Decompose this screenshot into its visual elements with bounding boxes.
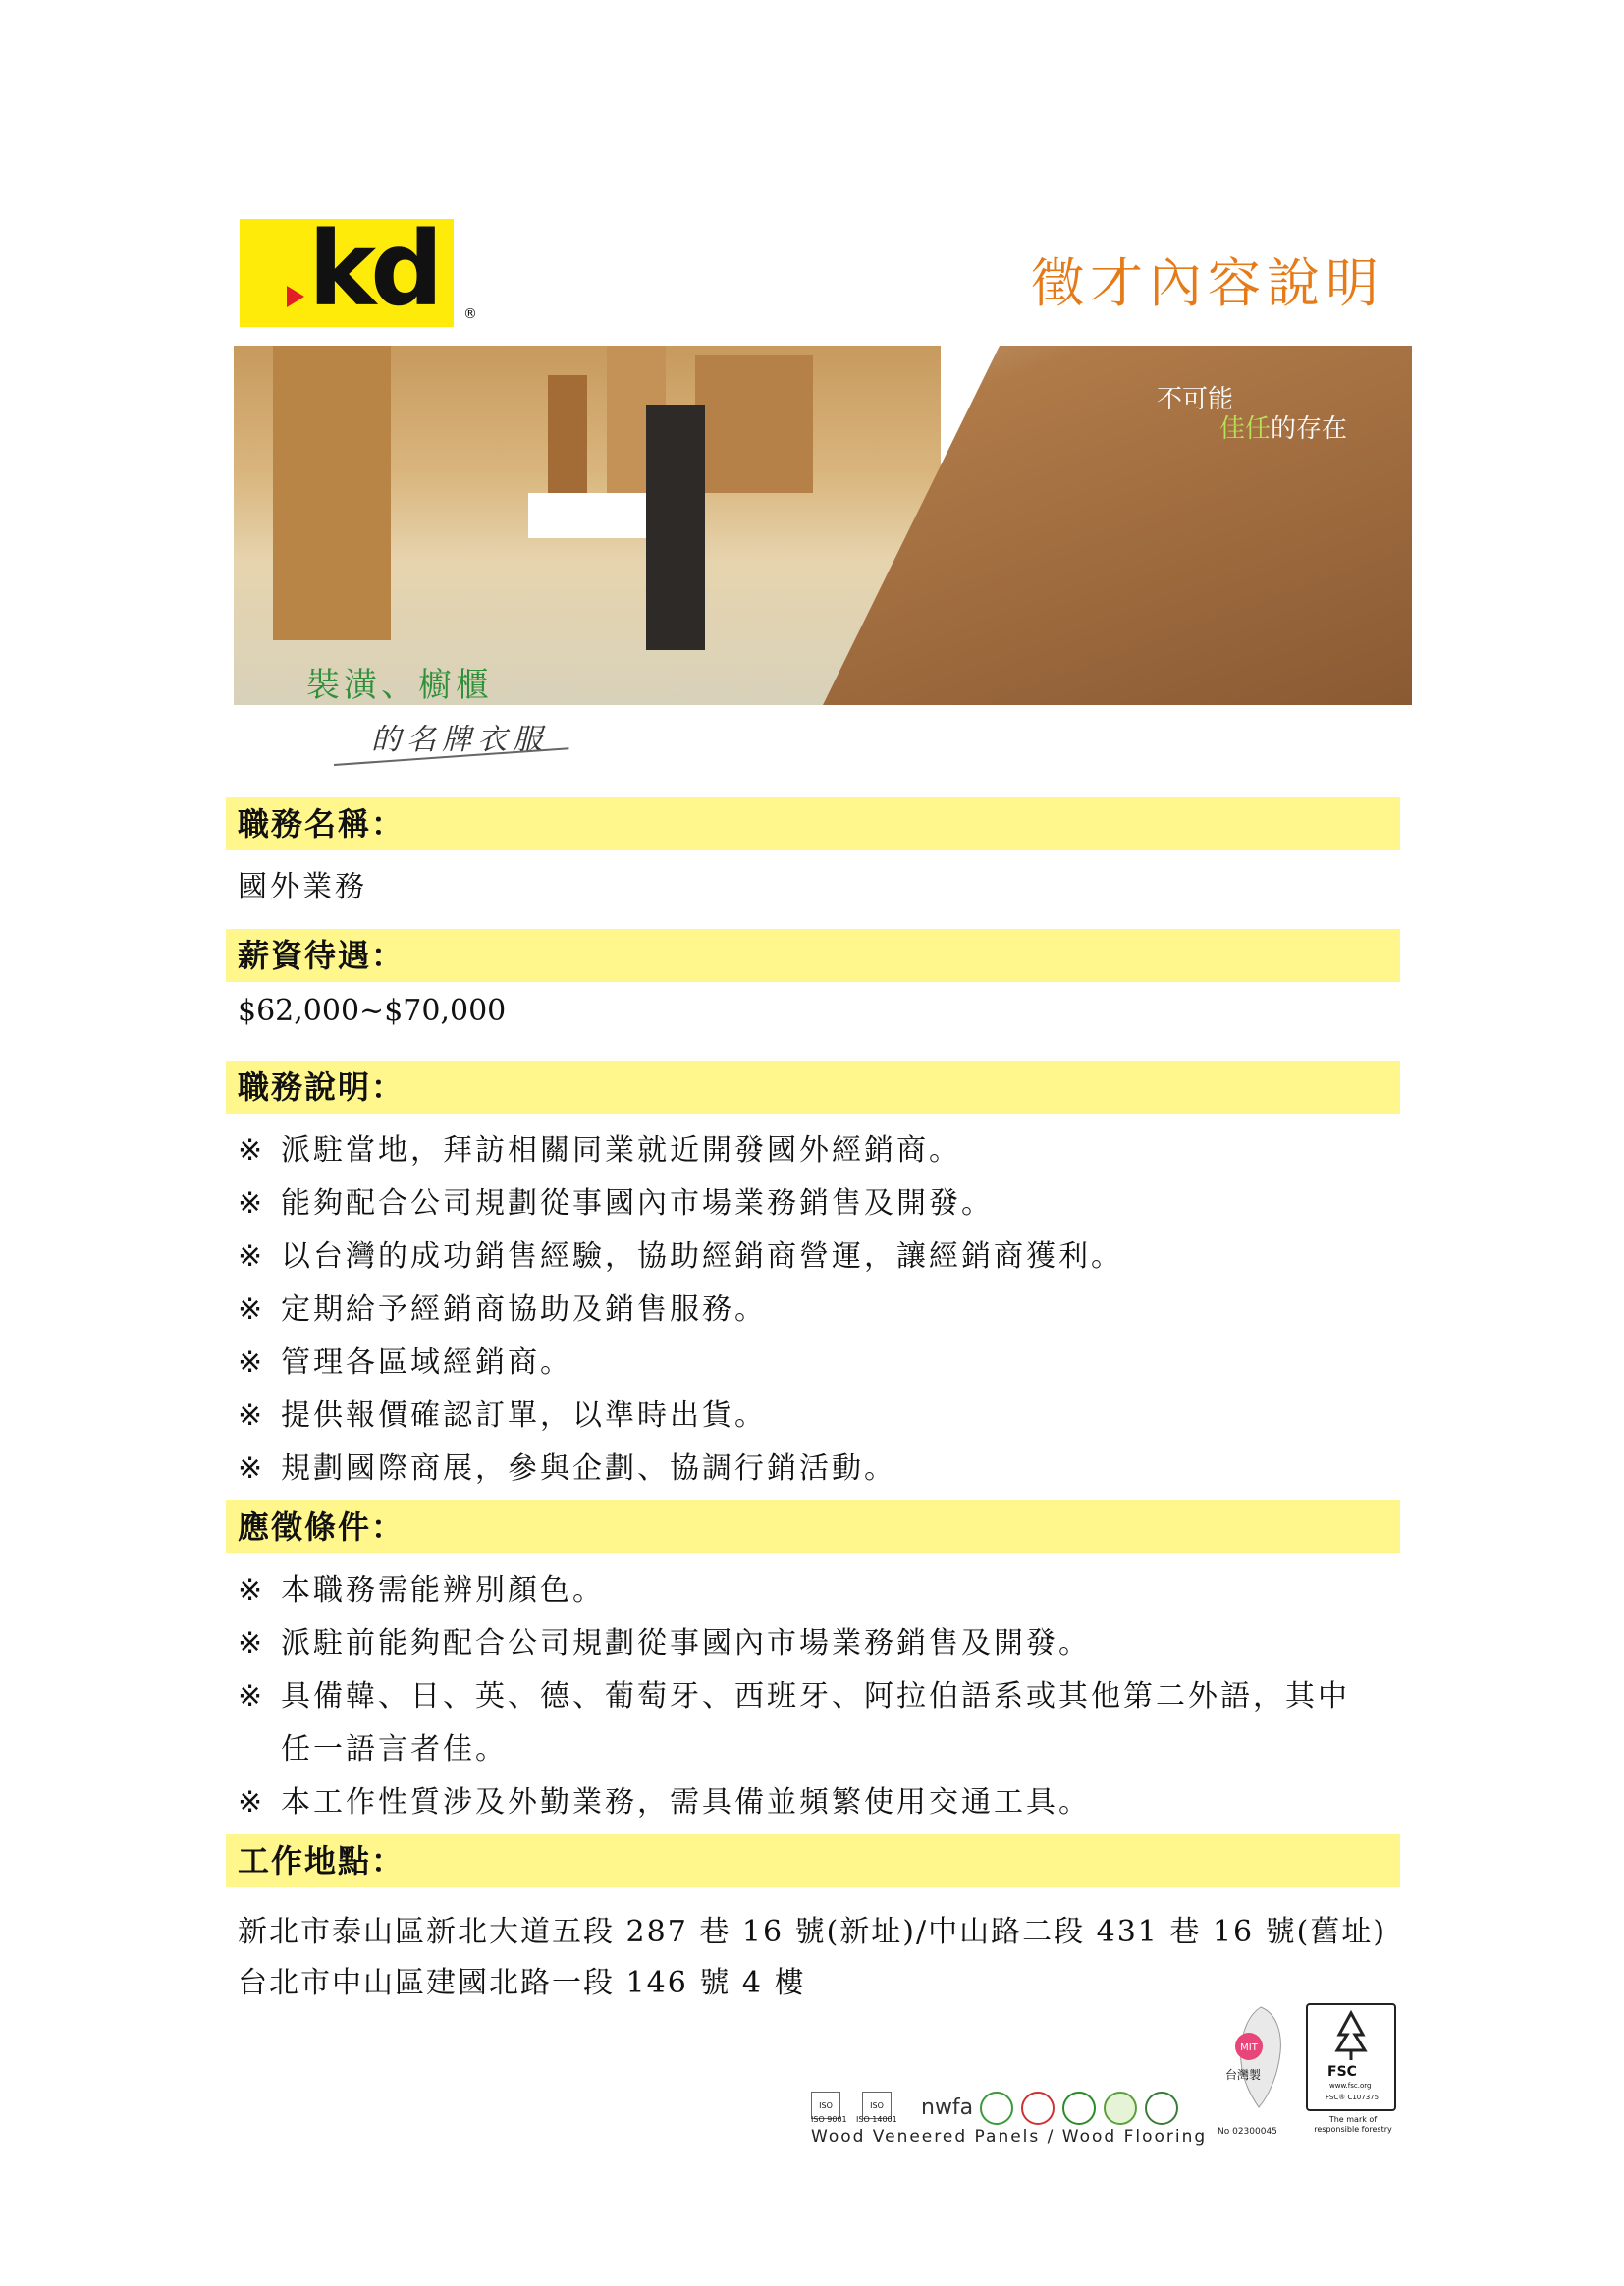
location-line: 台北市中山區建國北路一段 146 號 4 樓 bbox=[238, 1966, 806, 2000]
iso9001-icon: ISO bbox=[811, 2092, 840, 2119]
reference-mark-icon: ※ bbox=[238, 1292, 263, 1327]
description-item-text: 規劃國際商展，參與企劃、協調行銷活動。 bbox=[281, 1451, 896, 1486]
list-item bbox=[238, 1125, 961, 1169]
banner-overlay-line2 bbox=[1219, 408, 1347, 445]
fsc-url: www.fsc.org bbox=[1329, 2082, 1372, 2090]
fsc-code: FSC® C107375 bbox=[1326, 2094, 1380, 2101]
banner-overlay-rest: 的存在 bbox=[1271, 414, 1348, 444]
requirement-item-text: 本職務需能辨別顏色。 bbox=[281, 1573, 605, 1607]
taiwan-made-badge bbox=[1221, 2003, 1290, 2111]
reference-mark-icon: ※ bbox=[238, 1186, 263, 1221]
reference-mark-icon: ※ bbox=[238, 1133, 263, 1168]
list-item bbox=[238, 1777, 1091, 1821]
reference-mark-icon: ※ bbox=[238, 1451, 263, 1486]
green-mark-icon bbox=[980, 2092, 1013, 2125]
nwfa-logo: nwfa bbox=[921, 2096, 974, 2120]
location-line: 新北市泰山區新北大道五段 287 巷 16 號(新址)/中山路二段 431 巷 16 號(舊址) bbox=[238, 1915, 1387, 1949]
reference-mark-icon: ※ bbox=[238, 1785, 263, 1820]
job-title-value: 國外業務 bbox=[238, 870, 367, 904]
list-item bbox=[238, 1337, 572, 1381]
description-item-text: 提供報價確認訂單，以準時出貨。 bbox=[281, 1398, 767, 1433]
salary-value: $62,000~$70,000 bbox=[238, 994, 507, 1028]
description-item-text: 以台灣的成功銷售經驗，協助經銷商營運，讓經銷商獲利。 bbox=[281, 1239, 1123, 1274]
reference-mark-icon: ※ bbox=[238, 1626, 263, 1660]
requirement-item-continuation: 任一語言者佳。 bbox=[281, 1732, 508, 1767]
banner-overlay-highlight: 佳任 bbox=[1219, 414, 1272, 444]
list-item bbox=[238, 1443, 896, 1487]
description-item-text: 管理各區域經銷商。 bbox=[281, 1345, 572, 1380]
iso9001-label: ISO 9001 bbox=[811, 2115, 847, 2124]
description-item-text: 能夠配合公司規劃從事國內市場業務銷售及開發。 bbox=[281, 1186, 994, 1221]
taiwan-made-label: 台灣製 bbox=[1225, 2068, 1262, 2082]
section-heading-requirements: 應徵條件： bbox=[226, 1500, 1400, 1553]
requirement-item-text: 本工作性質涉及外勤業務，需具備並頻繁使用交通工具。 bbox=[281, 1785, 1091, 1820]
banner-caption: 裝潢、櫥櫃 bbox=[306, 666, 493, 705]
eco-house-icon bbox=[1062, 2092, 1096, 2125]
fsc-tagline: The mark of responsible forestry bbox=[1314, 2115, 1392, 2134]
banner-left-scene bbox=[234, 346, 941, 705]
section-heading-salary: 薪資待遇： bbox=[226, 929, 1400, 982]
list-item bbox=[238, 1231, 1123, 1275]
banner-overlay-line1: 不可能 bbox=[1157, 385, 1234, 414]
description-item-text: 定期給予經銷商協助及銷售服務。 bbox=[281, 1292, 767, 1327]
list-item bbox=[238, 1178, 994, 1222]
requirement-item-text: 具備韓、日、英、德、葡萄牙、西班牙、阿拉伯語系或其他第二外語，其中 bbox=[281, 1679, 1350, 1714]
banner-image bbox=[234, 346, 1412, 705]
requirement-item-text: 派駐前能夠配合公司規劃從事國內市場業務銷售及開發。 bbox=[281, 1626, 1091, 1660]
section-heading-job-title: 職務名稱： bbox=[226, 797, 1400, 850]
footer-tagline: Wood Veneered Panels / Wood Flooring bbox=[811, 2127, 1208, 2147]
reference-mark-icon: ※ bbox=[238, 1573, 263, 1607]
iso14001-icon: ISO bbox=[862, 2092, 892, 2119]
section-heading-description: 職務說明： bbox=[226, 1061, 1400, 1114]
forest-cert-icon bbox=[1145, 2092, 1178, 2125]
reference-mark-icon: ※ bbox=[238, 1345, 263, 1380]
reference-mark-icon: ※ bbox=[238, 1398, 263, 1433]
logo-triangle-icon bbox=[287, 286, 304, 307]
svg-text:MIT: MIT bbox=[1240, 2042, 1258, 2053]
footer-cert-no: No 02300045 bbox=[1218, 2127, 1277, 2137]
list-item bbox=[238, 1565, 605, 1608]
section-heading-location: 工作地點： bbox=[226, 1834, 1400, 1887]
fsc-tree-icon bbox=[1308, 2005, 1394, 2064]
environment-label-icon bbox=[1104, 2092, 1137, 2125]
iso14001-label: ISO 14001 bbox=[856, 2115, 897, 2124]
list-item bbox=[238, 1284, 767, 1328]
banner-subcaption: 的名牌衣服 bbox=[371, 723, 548, 757]
fsc-label: FSC bbox=[1327, 2064, 1357, 2080]
logo-text: kd bbox=[308, 209, 438, 329]
page-title: 徵才內容說明 bbox=[1031, 252, 1384, 314]
reference-mark-icon: ※ bbox=[238, 1679, 263, 1714]
quality-mark-icon bbox=[1021, 2092, 1055, 2125]
reference-mark-icon: ※ bbox=[238, 1239, 263, 1274]
description-item-text: 派駐當地，拜訪相關同業就近開發國外經銷商。 bbox=[281, 1133, 961, 1168]
list-item bbox=[238, 1618, 1091, 1661]
registered-mark: ® bbox=[463, 306, 477, 322]
list-item bbox=[238, 1671, 1350, 1714]
list-item bbox=[238, 1390, 767, 1434]
company-logo bbox=[240, 209, 454, 329]
